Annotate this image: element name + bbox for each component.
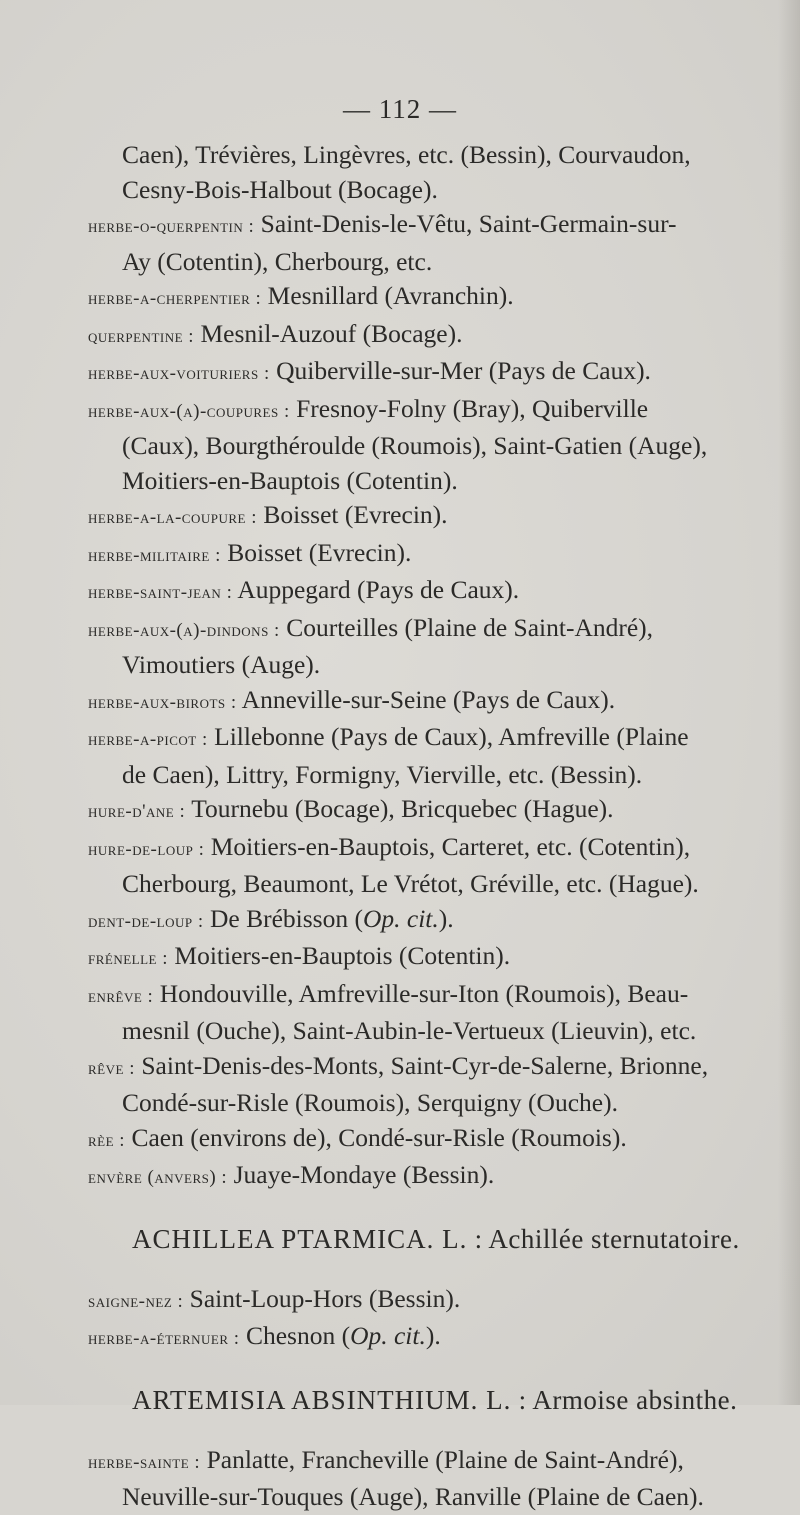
locality-continuation: Moitiers-en-Bauptois (Cotentin). <box>122 465 458 495</box>
locality-continuation: Ay (Cotentin), Cherbourg, etc. <box>122 246 433 276</box>
locality-continuation: Neuville-sur-Touques (Auge), Ranville (Plaine de Caen). <box>122 1482 704 1511</box>
locality-list: Mesnillard (Avranchin). <box>267 281 514 310</box>
common-name: : Achillée sternutatoire. <box>474 1223 740 1254</box>
locality-continuation: (Caux), Bourgthéroulde (Roumois), Saint-Gatien (Auge), <box>122 431 708 460</box>
dialect-term: herbe-aux-voituriers : <box>88 363 270 384</box>
dialect-term: dent-de-loup : <box>88 910 204 932</box>
species-heading <box>88 1222 778 1256</box>
dialect-term: rêve : <box>88 1057 135 1079</box>
dialect-term: saigne-nez : <box>88 1290 184 1312</box>
dialect-term: hure-de-loup : <box>88 838 205 860</box>
species-name: ACHILLEA PTARMICA. L. <box>132 1223 468 1254</box>
citation-italic: Op. cit. <box>350 1321 426 1350</box>
entry-group <box>88 1282 778 1357</box>
locality-list: Quiberville-sur-Mer (Pays de Caux). <box>276 356 651 385</box>
dialect-term: herbe-a-la-coupure : <box>88 507 258 528</box>
locality-list: Juaye-Mondaye (Bessin). <box>233 1160 495 1189</box>
citation-close: ). <box>438 903 454 933</box>
dialect-term: herbe-militaire : <box>88 544 221 566</box>
common-name: : Armoise absinthe. <box>518 1384 738 1415</box>
dialect-term: enrêve : <box>88 985 154 1007</box>
locality-list: Auppegard (Pays de Caux). <box>237 575 520 604</box>
locality-list: Caen (environs de), Condé-sur-Risle (Roumois). <box>131 1122 627 1152</box>
locality-list: Hondouville, Amfreville-sur-Iton (Roumois), Beau- <box>159 978 689 1008</box>
dialect-entry <box>88 573 778 611</box>
intro-line: Cesny-Bois-Halbout (Bocage). <box>122 174 438 204</box>
dialect-term: herbe-sainte : <box>88 1451 201 1473</box>
dialect-entry <box>88 720 778 792</box>
locality-continuation: mesnil (Ouche), Saint-Aubin-le-Vertueux (Lieuvin), etc. <box>122 1016 697 1045</box>
dialect-term: hure-d'ane : <box>88 801 186 822</box>
dialect-entry <box>88 207 778 279</box>
dialect-entry <box>88 536 778 574</box>
locality-list: Moitiers-en-Bauptois, Carteret, etc. (Cotentin), <box>210 831 691 861</box>
dialect-term: herbe-a-éternuer : <box>88 1328 240 1349</box>
dialect-entry <box>88 1282 778 1320</box>
locality-list: Boisset (Evrecin). <box>227 537 412 567</box>
dialect-term: herbe-saint-jean : <box>88 582 233 603</box>
locality-list: Mesnil-Auzouf (Bocage). <box>200 318 463 348</box>
dialect-entry <box>88 498 778 536</box>
dialect-term: frénelle : <box>88 948 169 969</box>
intro-line: Caen), Trévières, Lingèvres, etc. (Bessin), Courvaudon, <box>122 140 691 169</box>
locality-list: Lillebonne (Pays de Caux), Amfreville (Plaine <box>214 722 689 751</box>
entry-group <box>88 1443 778 1515</box>
dialect-entry <box>88 902 778 940</box>
dialect-term: herbe-aux-(a)-coupures : <box>88 400 290 422</box>
dialect-entry <box>88 1319 778 1357</box>
species-heading <box>88 1383 778 1417</box>
dialect-entry <box>88 683 778 721</box>
dialect-entry <box>88 977 778 1049</box>
locality-list: Chesnon ( <box>245 1321 351 1350</box>
dialect-entry <box>88 1049 778 1121</box>
locality-list: Panlatte, Francheville (Plaine de Saint-André), <box>206 1444 684 1474</box>
dialect-entry <box>88 939 778 977</box>
dialect-entry <box>88 1121 778 1159</box>
dialect-entry <box>88 611 778 683</box>
locality-list: Moitiers-en-Bauptois (Cotentin). <box>174 941 511 970</box>
locality-list: De Brébisson ( <box>210 903 363 933</box>
dialect-term: envère (anvers) : <box>88 1167 228 1188</box>
dialect-term: querpentine : <box>88 325 195 347</box>
dialect-term: herbe-o-querpentin : <box>88 216 255 237</box>
citation-italic: Op. cit. <box>362 903 439 933</box>
dialect-term: rèe : <box>88 1129 126 1151</box>
dialect-entry <box>88 1158 778 1196</box>
page-number: — 112 — <box>343 94 457 124</box>
locality-list: Courteilles (Plaine de Saint-André), <box>286 612 654 642</box>
entries-block <box>88 138 778 1515</box>
locality-list: Boisset (Evrecin). <box>263 500 448 529</box>
locality-list: Saint-Loup-Hors (Bessin). <box>189 1283 461 1313</box>
dialect-term: herbe-a-cherpentier : <box>88 288 262 309</box>
locality-list: Tournebu (Bocage), Bricquebec (Hague). <box>191 794 614 823</box>
locality-list: Saint-Denis-le-Vêtu, Saint-Germain-sur- <box>260 209 677 238</box>
dialect-entry <box>88 830 778 902</box>
locality-list: Anneville-sur-Seine (Pays de Caux). <box>241 684 616 714</box>
locality-continuation: Cherbourg, Beaumont, Le Vrétot, Gréville, etc. (Hague). <box>122 869 699 898</box>
dialect-entry <box>88 792 778 830</box>
species-name: ARTEMISIA ABSINTHIUM. L. <box>132 1384 512 1415</box>
dialect-term: herbe-a-picot : <box>88 729 208 750</box>
page-edge-shadow <box>778 0 800 1405</box>
citation-close: ). <box>425 1321 441 1350</box>
dialect-entry <box>88 392 778 499</box>
dialect-entry <box>88 317 778 355</box>
dialect-entry <box>88 1443 778 1515</box>
locality-continuation: Condé-sur-Risle (Roumois), Serquigny (Ouche). <box>122 1088 618 1117</box>
dialect-term: herbe-aux-birots : <box>88 691 237 713</box>
dialect-entry <box>88 354 778 392</box>
dialect-entry <box>88 279 778 317</box>
locality-continuation: de Caen), Littry, Formigny, Vierville, etc. (Bessin). <box>122 759 643 789</box>
locality-list: Fresnoy-Folny (Bray), Quiberville <box>296 393 649 423</box>
locality-list: Saint-Denis-des-Monts, Saint-Cyr-de-Salerne, Brionne, <box>141 1050 709 1080</box>
dialect-term: herbe-aux-(a)-dindons : <box>88 619 280 641</box>
entry-group <box>88 207 778 1196</box>
locality-continuation: Vimoutiers (Auge). <box>122 650 321 679</box>
